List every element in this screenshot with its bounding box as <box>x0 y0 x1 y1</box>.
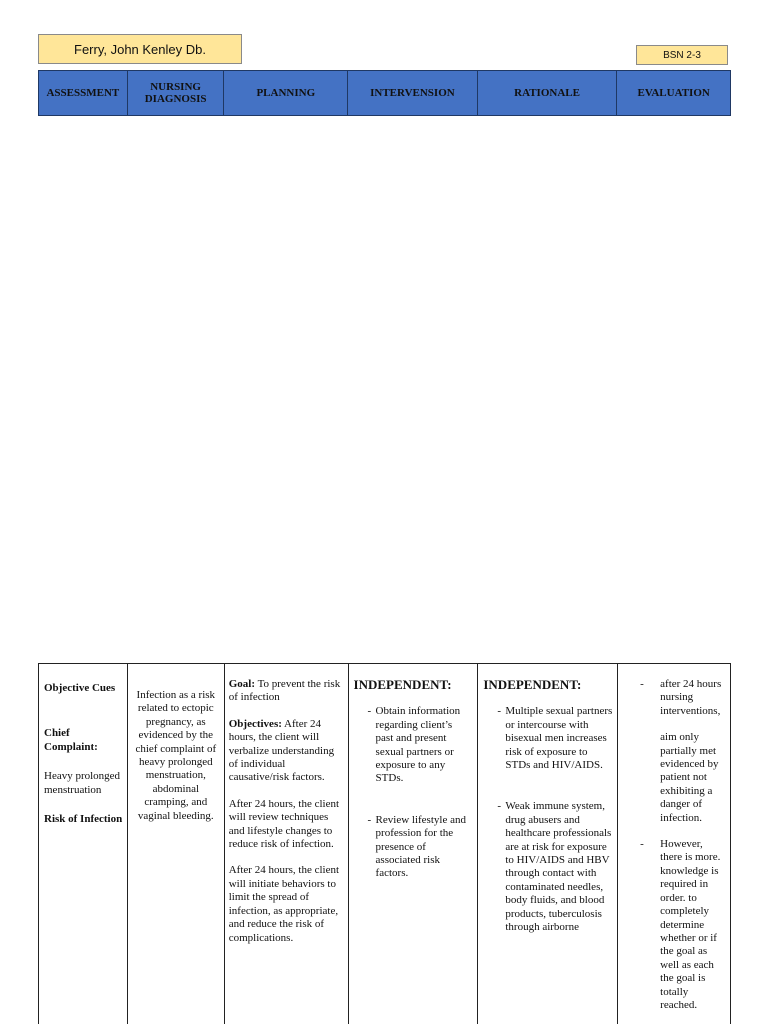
dash-marker: - <box>640 678 644 690</box>
goal-paragraph <box>229 678 344 705</box>
objectives-paragraph <box>229 718 344 785</box>
dash-marker: - <box>367 705 372 718</box>
dash-marker: - <box>367 813 372 826</box>
intervention-item <box>354 705 473 785</box>
chief-complaint-text: Heavy prolonged menstruation <box>44 770 121 796</box>
intervention-column <box>349 664 479 1024</box>
objectives-text: After 24 hours, the client will verbalize understanding of individual causative/risk factors. <box>228 717 335 784</box>
rationale-heading: INDEPENDENT: <box>483 677 582 692</box>
planning-paragraph-3: After 24 hours, the client will initiate behaviors to limit the spread of infection, as appropriate, and reduce the risk of complications. <box>228 864 340 944</box>
intervention-heading: INDEPENDENT: <box>353 677 452 692</box>
goal-text: To prevent the risk of infection <box>228 678 341 704</box>
nursing-diagnosis-column <box>128 664 225 1024</box>
assessment-column <box>39 664 128 1024</box>
care-plan-table <box>38 663 731 1024</box>
goal-label: Goal: <box>228 678 256 690</box>
objectives-label: Objectives: <box>228 717 282 730</box>
evaluation-line-1: after 24 hours nursing interventions, <box>660 678 722 717</box>
planning-column <box>225 664 349 1024</box>
evaluation-item-text <box>660 678 726 825</box>
rationale-item <box>483 800 613 934</box>
evaluation-item-text: However, there is more. knowledge is required in order. to completely determine whether or if the goal as well as each the goal is totally reached. <box>660 838 721 1011</box>
dash-marker: - <box>497 800 502 813</box>
rationale-column <box>478 664 618 1024</box>
intervention-item-text: Obtain information regarding client’s past and present sexual partners or exposure to any STDs. <box>375 705 461 785</box>
header-assessment: ASSESSMENT <box>39 71 128 115</box>
header-planning: PLANNING <box>224 71 348 115</box>
student-name: Ferry, John Kenley Db. <box>38 34 242 64</box>
section-label: BSN 2-3 <box>636 45 728 65</box>
evaluation-item <box>622 678 726 825</box>
objective-cues-label: Objective Cues <box>44 682 116 694</box>
rationale-item <box>483 705 613 772</box>
header-evaluation: EVALUATION <box>637 87 710 99</box>
evaluation-column <box>618 664 731 1024</box>
evaluation-line-2: aim only partially met evidenced by patient not exhibiting a danger of infection. <box>660 731 719 824</box>
header-rationale: RATIONALE <box>478 71 618 115</box>
chief-complaint-label: Chief Complaint: <box>44 727 98 753</box>
header-nursing-diagnosis: NURSING DIAGNOSIS <box>128 71 225 115</box>
planning-paragraph-2: After 24 hours, the client will review techniques and lifestyle changes to reduce risk of infection. <box>228 797 340 851</box>
dash-marker: - <box>497 705 502 718</box>
rationale-item-text: Multiple sexual partners or intercourse with bisexual men increases risk of exposure to STDs and HIV/AIDS. <box>505 705 613 772</box>
dash-marker: - <box>640 838 644 851</box>
table-header <box>38 70 731 116</box>
diagnosis-text: Infection as a risk related to ectopic pregnancy, as evidenced by the chief complaint of heavy prolonged menstruation, abdominal cramping, and vaginal bleeding. <box>135 689 217 822</box>
intervention-item <box>354 814 473 881</box>
header-intervention: INTERVENSION <box>348 71 478 115</box>
intervention-item-text: Review lifestyle and profession for the presence of associated risk factors. <box>375 813 466 880</box>
evaluation-item <box>622 838 726 1012</box>
risk-label: Risk of Infection <box>44 813 123 826</box>
rationale-item-text: Weak immune system, drug abusers and healthcare professionals are at risk for exposure to HIV/AIDS and HBV through contact with contaminated needles, body fluids, and blood products, tuberculosis through airborne <box>505 800 612 934</box>
